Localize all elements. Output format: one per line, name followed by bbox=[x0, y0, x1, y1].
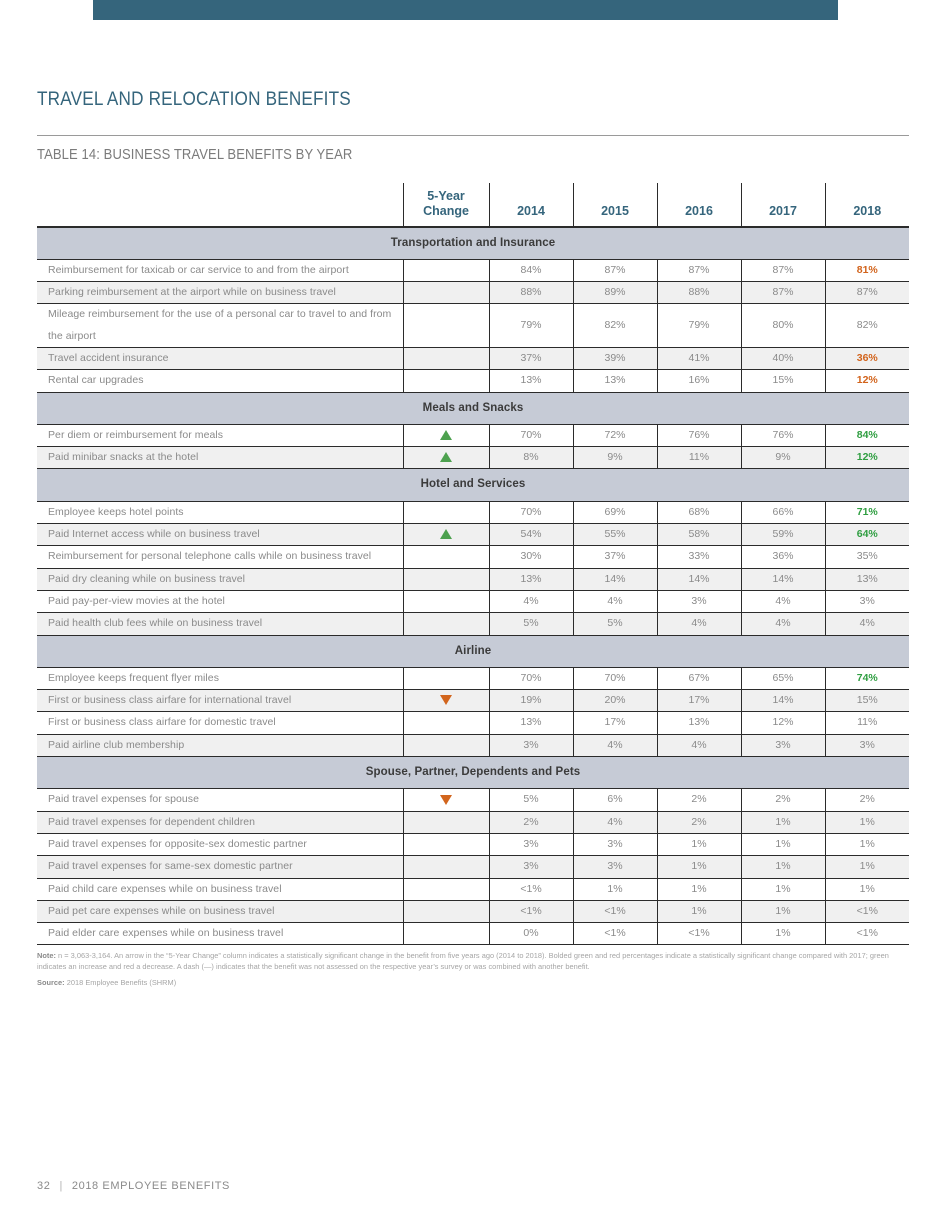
value-cell-2016: 33% bbox=[657, 546, 741, 568]
table-row bbox=[37, 546, 909, 568]
benefit-label: Paid travel expenses for dependent children bbox=[37, 811, 403, 833]
value-cell-2018: 35% bbox=[825, 546, 909, 568]
value-cell-2014: 54% bbox=[489, 524, 573, 546]
value-cell-2017: 1% bbox=[741, 856, 825, 878]
value-cell-2016: 17% bbox=[657, 690, 741, 712]
table-row bbox=[37, 900, 909, 922]
value-cell-2014: 4% bbox=[489, 590, 573, 612]
value-cell-2014: <1% bbox=[489, 900, 573, 922]
benefit-label: Travel accident insurance bbox=[37, 347, 403, 369]
table-row bbox=[37, 447, 909, 469]
value-cell-2018: 64% bbox=[825, 524, 909, 546]
benefit-label: Paid pet care expenses while on business travel bbox=[37, 900, 403, 922]
page-content bbox=[37, 0, 909, 989]
benefit-label: Paid elder care expenses while on business travel bbox=[37, 923, 403, 945]
value-cell-2014: 70% bbox=[489, 424, 573, 446]
value-cell-2017: 87% bbox=[741, 282, 825, 304]
value-cell-2014: <1% bbox=[489, 878, 573, 900]
benefit-label: Paid Internet access while on business travel bbox=[37, 524, 403, 546]
value-cell-2014: 2% bbox=[489, 811, 573, 833]
five-year-change-cell bbox=[403, 524, 489, 546]
table-section-header-label: Spouse, Partner, Dependents and Pets bbox=[37, 757, 909, 789]
business-travel-benefits-table bbox=[37, 183, 909, 945]
value-cell-2016: 79% bbox=[657, 304, 741, 348]
value-cell-2018: 11% bbox=[825, 712, 909, 734]
benefit-label: Paid dry cleaning while on business travel bbox=[37, 568, 403, 590]
table-head bbox=[37, 183, 909, 227]
table-section-header-label: Airline bbox=[37, 635, 909, 667]
table-row bbox=[37, 259, 909, 281]
table-section-header bbox=[37, 635, 909, 667]
benefit-label: Paid travel expenses for spouse bbox=[37, 789, 403, 811]
value-cell-2016: 4% bbox=[657, 613, 741, 635]
table-row bbox=[37, 712, 909, 734]
value-cell-2016: 1% bbox=[657, 856, 741, 878]
value-cell-2015: 9% bbox=[573, 447, 657, 469]
five-year-change-cell bbox=[403, 501, 489, 523]
arrow-up-icon bbox=[440, 452, 452, 462]
value-cell-2016: 1% bbox=[657, 900, 741, 922]
value-cell-2015: 37% bbox=[573, 546, 657, 568]
five-year-change-cell bbox=[403, 811, 489, 833]
value-cell-2017: 76% bbox=[741, 424, 825, 446]
value-cell-2014: 13% bbox=[489, 568, 573, 590]
column-header-2018: 2018 bbox=[825, 183, 909, 227]
value-cell-2018: 1% bbox=[825, 878, 909, 900]
value-cell-2016: 11% bbox=[657, 447, 741, 469]
benefit-label: First or business class airfare for international travel bbox=[37, 690, 403, 712]
five-year-change-cell bbox=[403, 833, 489, 855]
value-cell-2015: 82% bbox=[573, 304, 657, 348]
note-line bbox=[37, 951, 909, 972]
table-row bbox=[37, 304, 909, 348]
value-cell-2018: 13% bbox=[825, 568, 909, 590]
footer-separator: | bbox=[59, 1180, 63, 1192]
value-cell-2017: 4% bbox=[741, 590, 825, 612]
column-header-2015: 2015 bbox=[573, 183, 657, 227]
table-row bbox=[37, 524, 909, 546]
page-footer bbox=[37, 1180, 230, 1192]
column-header-5-year-change bbox=[403, 183, 489, 227]
value-cell-2016: 14% bbox=[657, 568, 741, 590]
source-line bbox=[37, 978, 909, 989]
table-section-header bbox=[37, 757, 909, 789]
value-cell-2014: 0% bbox=[489, 923, 573, 945]
value-cell-2018: 12% bbox=[825, 447, 909, 469]
five-year-change-cell bbox=[403, 734, 489, 756]
value-cell-2015: 55% bbox=[573, 524, 657, 546]
five-year-change-cell bbox=[403, 789, 489, 811]
five-year-change-cell bbox=[403, 856, 489, 878]
five-year-change-cell bbox=[403, 590, 489, 612]
footer-page-number: 32 bbox=[37, 1180, 51, 1192]
table-row bbox=[37, 833, 909, 855]
value-cell-2018: 3% bbox=[825, 590, 909, 612]
five-year-change-cell bbox=[403, 667, 489, 689]
value-cell-2016: 1% bbox=[657, 833, 741, 855]
arrow-down-icon bbox=[440, 695, 452, 705]
value-cell-2014: 70% bbox=[489, 667, 573, 689]
table-row bbox=[37, 568, 909, 590]
value-cell-2014: 13% bbox=[489, 370, 573, 392]
five-year-change-cell bbox=[403, 568, 489, 590]
benefit-label: First or business class airfare for domestic travel bbox=[37, 712, 403, 734]
value-cell-2018: 15% bbox=[825, 690, 909, 712]
benefit-label: Parking reimbursement at the airport while on business travel bbox=[37, 282, 403, 304]
value-cell-2017: 4% bbox=[741, 613, 825, 635]
value-cell-2018: 1% bbox=[825, 856, 909, 878]
value-cell-2016: 13% bbox=[657, 712, 741, 734]
five-year-change-cell bbox=[403, 690, 489, 712]
value-cell-2015: 17% bbox=[573, 712, 657, 734]
table-row bbox=[37, 734, 909, 756]
value-cell-2017: 1% bbox=[741, 833, 825, 855]
five-year-change-cell bbox=[403, 447, 489, 469]
value-cell-2016: 2% bbox=[657, 789, 741, 811]
value-cell-2014: 3% bbox=[489, 856, 573, 878]
table-row bbox=[37, 424, 909, 446]
value-cell-2015: 72% bbox=[573, 424, 657, 446]
value-cell-2014: 79% bbox=[489, 304, 573, 348]
value-cell-2015: 3% bbox=[573, 856, 657, 878]
value-cell-2018: 87% bbox=[825, 282, 909, 304]
value-cell-2015: 5% bbox=[573, 613, 657, 635]
value-cell-2014: 37% bbox=[489, 347, 573, 369]
value-cell-2017: 14% bbox=[741, 568, 825, 590]
value-cell-2016: 76% bbox=[657, 424, 741, 446]
value-cell-2017: 1% bbox=[741, 900, 825, 922]
five-year-change-cell bbox=[403, 613, 489, 635]
value-cell-2017: 87% bbox=[741, 259, 825, 281]
table-section-header-label: Transportation and Insurance bbox=[37, 227, 909, 260]
value-cell-2014: 70% bbox=[489, 501, 573, 523]
table-section-header bbox=[37, 392, 909, 424]
title-divider bbox=[37, 135, 909, 136]
value-cell-2017: 1% bbox=[741, 811, 825, 833]
value-cell-2017: 1% bbox=[741, 878, 825, 900]
benefit-label: Rental car upgrades bbox=[37, 370, 403, 392]
five-year-change-cell bbox=[403, 712, 489, 734]
column-header-5-year-change-line2: Change bbox=[423, 203, 469, 218]
value-cell-2015: 1% bbox=[573, 878, 657, 900]
value-cell-2017: 1% bbox=[741, 923, 825, 945]
five-year-change-cell bbox=[403, 424, 489, 446]
value-cell-2018: 74% bbox=[825, 667, 909, 689]
value-cell-2014: 13% bbox=[489, 712, 573, 734]
table-row bbox=[37, 501, 909, 523]
value-cell-2015: 13% bbox=[573, 370, 657, 392]
five-year-change-cell bbox=[403, 304, 489, 348]
value-cell-2015: 14% bbox=[573, 568, 657, 590]
value-cell-2018: <1% bbox=[825, 923, 909, 945]
column-header-2014: 2014 bbox=[489, 183, 573, 227]
source-label: Source: bbox=[37, 977, 65, 987]
value-cell-2016: 1% bbox=[657, 878, 741, 900]
benefit-label: Paid child care expenses while on business travel bbox=[37, 878, 403, 900]
table-row bbox=[37, 878, 909, 900]
five-year-change-cell bbox=[403, 546, 489, 568]
table-section-header bbox=[37, 469, 909, 501]
table-caption: TABLE 14: BUSINESS TRAVEL BENEFITS BY YEAR bbox=[37, 147, 353, 163]
value-cell-2015: <1% bbox=[573, 923, 657, 945]
value-cell-2015: 4% bbox=[573, 734, 657, 756]
table-row bbox=[37, 667, 909, 689]
table-body bbox=[37, 227, 909, 945]
value-cell-2016: <1% bbox=[657, 923, 741, 945]
five-year-change-cell bbox=[403, 900, 489, 922]
value-cell-2018: <1% bbox=[825, 900, 909, 922]
value-cell-2017: 59% bbox=[741, 524, 825, 546]
value-cell-2017: 36% bbox=[741, 546, 825, 568]
value-cell-2018: 1% bbox=[825, 833, 909, 855]
table-notes bbox=[37, 951, 909, 988]
value-cell-2016: 88% bbox=[657, 282, 741, 304]
table-row bbox=[37, 370, 909, 392]
value-cell-2015: 39% bbox=[573, 347, 657, 369]
five-year-change-cell bbox=[403, 282, 489, 304]
value-cell-2015: 6% bbox=[573, 789, 657, 811]
note-text: n = 3,063-3,164. An arrow in the “5-Year Change” column indicates a statistically significant change in the benefit from five years ago (2014 to 2018). Bolded green and red percentages indicate a statistically significant change compared with 2017; green indicates an increase and red a decrease. A dash (—) indicates that the benefit was not assessed on the respective year’s survey or was combined with another benefit. bbox=[37, 951, 889, 972]
table-row bbox=[37, 590, 909, 612]
value-cell-2018: 2% bbox=[825, 789, 909, 811]
value-cell-2018: 82% bbox=[825, 304, 909, 348]
value-cell-2015: 3% bbox=[573, 833, 657, 855]
value-cell-2015: 87% bbox=[573, 259, 657, 281]
value-cell-2016: 67% bbox=[657, 667, 741, 689]
table-section-header-label: Meals and Snacks bbox=[37, 392, 909, 424]
table-row bbox=[37, 856, 909, 878]
page-title: TRAVEL AND RELOCATION BENEFITS bbox=[37, 88, 351, 110]
value-cell-2018: 84% bbox=[825, 424, 909, 446]
arrow-up-icon bbox=[440, 529, 452, 539]
value-cell-2018: 71% bbox=[825, 501, 909, 523]
value-cell-2017: 66% bbox=[741, 501, 825, 523]
value-cell-2016: 58% bbox=[657, 524, 741, 546]
value-cell-2015: <1% bbox=[573, 900, 657, 922]
benefit-label: Employee keeps frequent flyer miles bbox=[37, 667, 403, 689]
value-cell-2014: 30% bbox=[489, 546, 573, 568]
source-text: 2018 Employee Benefits (SHRM) bbox=[64, 977, 177, 987]
table-row bbox=[37, 613, 909, 635]
benefit-label: Paid minibar snacks at the hotel bbox=[37, 447, 403, 469]
value-cell-2017: 65% bbox=[741, 667, 825, 689]
benefit-label: Reimbursement for taxicab or car service to and from the airport bbox=[37, 259, 403, 281]
note-label: Note: bbox=[37, 951, 56, 961]
value-cell-2017: 12% bbox=[741, 712, 825, 734]
value-cell-2016: 2% bbox=[657, 811, 741, 833]
benefit-label: Paid health club fees while on business travel bbox=[37, 613, 403, 635]
value-cell-2016: 16% bbox=[657, 370, 741, 392]
value-cell-2018: 4% bbox=[825, 613, 909, 635]
value-cell-2014: 88% bbox=[489, 282, 573, 304]
table-row bbox=[37, 347, 909, 369]
value-cell-2017: 40% bbox=[741, 347, 825, 369]
value-cell-2018: 36% bbox=[825, 347, 909, 369]
value-cell-2018: 1% bbox=[825, 811, 909, 833]
value-cell-2016: 87% bbox=[657, 259, 741, 281]
table-row bbox=[37, 811, 909, 833]
value-cell-2017: 3% bbox=[741, 734, 825, 756]
value-cell-2018: 81% bbox=[825, 259, 909, 281]
benefit-label: Per diem or reimbursement for meals bbox=[37, 424, 403, 446]
column-header-2017: 2017 bbox=[741, 183, 825, 227]
value-cell-2016: 41% bbox=[657, 347, 741, 369]
table-row bbox=[37, 789, 909, 811]
five-year-change-cell bbox=[403, 878, 489, 900]
benefit-label: Paid pay-per-view movies at the hotel bbox=[37, 590, 403, 612]
value-cell-2015: 69% bbox=[573, 501, 657, 523]
five-year-change-cell bbox=[403, 923, 489, 945]
table-section-header bbox=[37, 227, 909, 260]
table-section-header-label: Hotel and Services bbox=[37, 469, 909, 501]
five-year-change-cell bbox=[403, 259, 489, 281]
benefit-label: Paid travel expenses for same-sex domestic partner bbox=[37, 856, 403, 878]
benefit-label: Reimbursement for personal telephone calls while on business travel bbox=[37, 546, 403, 568]
five-year-change-cell bbox=[403, 347, 489, 369]
value-cell-2015: 4% bbox=[573, 811, 657, 833]
value-cell-2015: 20% bbox=[573, 690, 657, 712]
value-cell-2014: 19% bbox=[489, 690, 573, 712]
footer-doc-title: 2018 EMPLOYEE BENEFITS bbox=[71, 1180, 230, 1192]
value-cell-2016: 3% bbox=[657, 590, 741, 612]
column-header-5-year-change-line1: 5-Year bbox=[427, 189, 465, 203]
value-cell-2017: 9% bbox=[741, 447, 825, 469]
arrow-up-icon bbox=[440, 430, 452, 440]
value-cell-2015: 89% bbox=[573, 282, 657, 304]
benefit-label: Paid airline club membership bbox=[37, 734, 403, 756]
value-cell-2018: 12% bbox=[825, 370, 909, 392]
value-cell-2017: 80% bbox=[741, 304, 825, 348]
arrow-down-icon bbox=[440, 795, 452, 805]
value-cell-2014: 8% bbox=[489, 447, 573, 469]
column-header-2016: 2016 bbox=[657, 183, 741, 227]
table-row bbox=[37, 923, 909, 945]
value-cell-2015: 70% bbox=[573, 667, 657, 689]
value-cell-2017: 14% bbox=[741, 690, 825, 712]
value-cell-2014: 3% bbox=[489, 734, 573, 756]
five-year-change-cell bbox=[403, 370, 489, 392]
table-row bbox=[37, 282, 909, 304]
value-cell-2014: 3% bbox=[489, 833, 573, 855]
value-cell-2017: 2% bbox=[741, 789, 825, 811]
value-cell-2016: 68% bbox=[657, 501, 741, 523]
value-cell-2015: 4% bbox=[573, 590, 657, 612]
benefit-label: Paid travel expenses for opposite-sex domestic partner bbox=[37, 833, 403, 855]
value-cell-2018: 3% bbox=[825, 734, 909, 756]
value-cell-2014: 5% bbox=[489, 613, 573, 635]
benefit-label: Mileage reimbursement for the use of a personal car to travel to and from the airport bbox=[37, 304, 403, 348]
value-cell-2014: 84% bbox=[489, 259, 573, 281]
value-cell-2016: 4% bbox=[657, 734, 741, 756]
table-row bbox=[37, 690, 909, 712]
value-cell-2017: 15% bbox=[741, 370, 825, 392]
table-header-row bbox=[37, 183, 909, 227]
value-cell-2014: 5% bbox=[489, 789, 573, 811]
column-header-benefit bbox=[37, 183, 403, 227]
benefit-label: Employee keeps hotel points bbox=[37, 501, 403, 523]
